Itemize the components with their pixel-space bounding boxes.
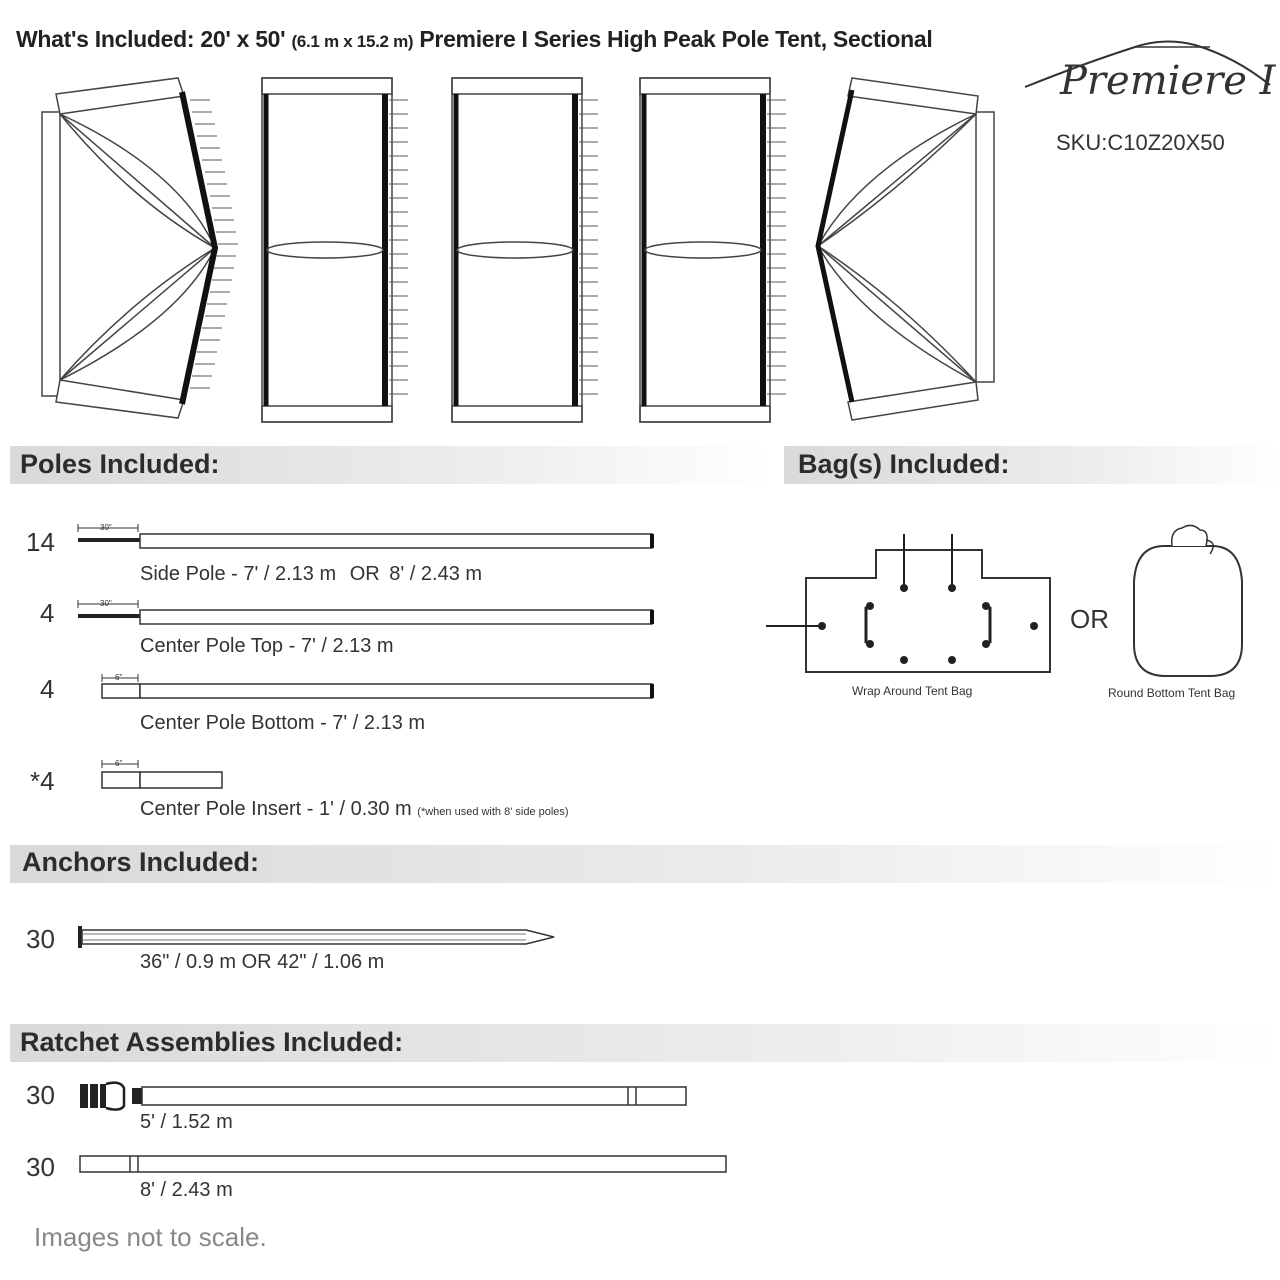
center-pole-insert-drawing	[98, 756, 228, 792]
center-pole-bottom-drawing	[98, 670, 660, 706]
ratchet-8ft-qty: 30	[26, 1152, 55, 1182]
center-pole-insert-dim: 6"	[115, 759, 123, 768]
ratchet-8ft-label: 8' / 2.43 m	[140, 1179, 233, 1201]
side-pole-qty: 14	[26, 527, 55, 557]
ratchet-8ft-strap-drawing	[78, 1152, 730, 1176]
anchor-qty: 30	[26, 924, 55, 954]
not-to-scale-note: Images not to scale.	[34, 1222, 267, 1252]
center-pole-top-label: Center Pole Top - 7' / 2.13 m	[140, 635, 394, 657]
anchors-section-title: Anchors Included:	[22, 847, 260, 877]
side-pole-label-or: OR	[349, 563, 380, 585]
logo-text: Premiere I	[1060, 58, 1276, 104]
ratchet-5ft-qty: 30	[26, 1080, 55, 1110]
side-pole-dim: 30"	[100, 523, 112, 532]
tent-end-section-left	[42, 78, 238, 418]
wrap-around-bag-caption: Wrap Around Tent Bag	[852, 684, 973, 698]
center-pole-insert-label	[140, 798, 569, 821]
side-pole-drawing	[76, 520, 660, 556]
poles-section-title: Poles Included:	[20, 449, 220, 479]
tent-mid-section-3	[640, 78, 786, 422]
side-pole-label	[140, 563, 482, 586]
round-bottom-bag-caption: Round Bottom Tent Bag	[1108, 686, 1236, 700]
center-pole-top-dim: 30"	[100, 599, 112, 608]
ratchet-5ft-drawing	[76, 1078, 692, 1112]
title-metric: (6.1 m x 15.2 m)	[291, 32, 414, 51]
round-bottom-tent-bag-drawing	[1126, 520, 1250, 682]
sku-label: SKU:C10Z20X50	[1056, 130, 1225, 155]
center-pole-top-drawing	[76, 596, 660, 632]
tent-end-section-right	[818, 78, 994, 420]
bags-or-label: OR	[1070, 604, 1109, 634]
bags-section-title: Bag(s) Included:	[798, 449, 1010, 479]
center-pole-top-qty: 4	[40, 598, 55, 628]
center-pole-insert-qty: *4	[30, 766, 55, 796]
center-pole-insert-text: Center Pole Insert - 1' / 0.30 m	[140, 798, 412, 820]
center-pole-bottom-dim: 6"	[115, 673, 123, 682]
title-main: What's Included: 20' x 50'	[16, 26, 286, 52]
center-pole-bottom-label: Center Pole Bottom - 7' / 2.13 m	[140, 712, 426, 734]
wrap-around-tent-bag-drawing	[766, 530, 1066, 680]
center-pole-bottom-qty: 4	[40, 674, 55, 704]
anchor-label: 36" / 0.9 m OR 42" / 1.06 m	[140, 951, 385, 973]
title-rest: Premiere I Series High Peak Pole Tent, Sectional	[419, 26, 933, 52]
tent-mid-section-1	[262, 78, 408, 422]
ratchets-section-title: Ratchet Assemblies Included:	[20, 1027, 404, 1057]
side-pole-label-b: 8' / 2.43 m	[389, 563, 483, 585]
anchor-stake-drawing	[76, 924, 560, 952]
ratchet-5ft-label: 5' / 1.52 m	[140, 1111, 233, 1133]
tent-sections-diagram	[0, 0, 1280, 440]
side-pole-label-a: Side Pole - 7' / 2.13 m	[140, 563, 337, 585]
tent-mid-section-2	[452, 78, 598, 422]
center-pole-insert-footnote: (*when used with 8' side poles)	[417, 806, 569, 818]
